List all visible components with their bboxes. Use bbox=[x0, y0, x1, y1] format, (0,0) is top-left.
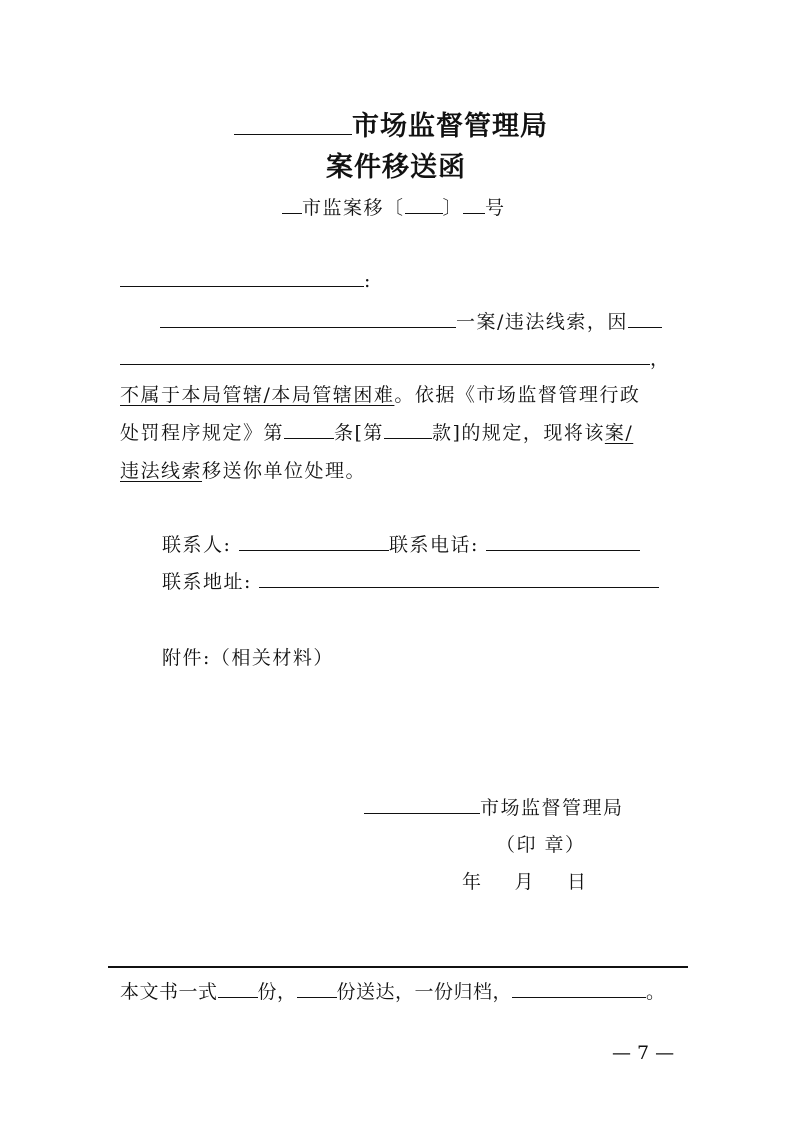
recipient-blank[interactable] bbox=[120, 285, 364, 287]
contact-line bbox=[162, 530, 640, 557]
footer-divider bbox=[108, 966, 688, 968]
reason-comma: ， bbox=[650, 348, 671, 370]
case-name-blank[interactable] bbox=[160, 326, 456, 328]
paragraph-line-3 bbox=[120, 456, 366, 483]
doc-number-prefix-blank[interactable] bbox=[282, 212, 302, 214]
clause-text: 款]的规定，现将该 bbox=[431, 422, 605, 444]
copies-delivered-blank[interactable] bbox=[297, 996, 337, 998]
footer-part1: 本文书一式 bbox=[120, 981, 218, 1003]
reason-line bbox=[120, 344, 671, 371]
date-year: 年 bbox=[462, 871, 483, 893]
contact-address-blank[interactable] bbox=[259, 586, 659, 588]
signature-agency-blank[interactable] bbox=[364, 812, 480, 814]
document-number-line bbox=[282, 193, 506, 220]
reason-blank[interactable] bbox=[120, 363, 650, 365]
paragraph-line-1 bbox=[120, 380, 640, 407]
recipient-colon: : bbox=[364, 270, 372, 292]
clause-number-blank[interactable] bbox=[384, 437, 432, 439]
contact-phone-blank[interactable] bbox=[486, 549, 640, 551]
footer-part3: 份送达，一份归档， bbox=[336, 981, 513, 1003]
seal-placeholder: （印 章） bbox=[496, 834, 586, 856]
footer-part2: 份， bbox=[257, 981, 297, 1003]
case-line-text: 一案/违法线索，因 bbox=[456, 311, 628, 333]
page-number: — 7 — bbox=[612, 1042, 675, 1064]
signature-agency-line bbox=[364, 793, 624, 820]
agency-name-blank[interactable] bbox=[234, 133, 352, 135]
footer-note bbox=[120, 977, 666, 1004]
case-underlined-2: 违法线索 bbox=[120, 460, 203, 482]
paragraph-text-1: 。依据《市场监督管理行政 bbox=[394, 384, 641, 406]
doc-number-suffix: 号 bbox=[485, 197, 506, 219]
contact-address-label: 联系地址: bbox=[162, 571, 252, 593]
signature-agency-suffix: 市场监督管理局 bbox=[480, 797, 624, 819]
contact-phone-label: 联系电话: bbox=[388, 534, 479, 556]
doc-number-mid: 市监案移〔 bbox=[302, 197, 405, 219]
date-day: 日 bbox=[567, 871, 588, 893]
date-line bbox=[462, 867, 588, 894]
document-title: 案件移送函 bbox=[326, 152, 466, 183]
agency-title-line bbox=[234, 104, 548, 143]
contact-person-blank[interactable] bbox=[239, 549, 389, 551]
reason-start-blank[interactable] bbox=[628, 326, 662, 328]
paragraph-end: 移送你单位处理。 bbox=[202, 460, 367, 482]
case-line bbox=[160, 307, 662, 334]
doc-number-year-blank[interactable] bbox=[405, 212, 443, 214]
reason-underlined: 不属于本局管辖/本局管辖困难 bbox=[120, 384, 395, 406]
case-underlined-1: 案/ bbox=[604, 422, 634, 444]
article-text: 条[第 bbox=[334, 422, 384, 444]
attachment-line: 附件:（相关材料） bbox=[162, 647, 334, 669]
address-line bbox=[162, 567, 659, 594]
agency-title-suffix: 市场监督管理局 bbox=[352, 111, 548, 142]
paragraph-text-2: 处罚程序规定》第 bbox=[120, 422, 285, 444]
date-month: 月 bbox=[514, 871, 536, 893]
footer-part4: 。 bbox=[646, 981, 666, 1003]
doc-number-bracket-close: 〕 bbox=[442, 197, 464, 219]
article-number-blank[interactable] bbox=[284, 437, 334, 439]
copies-total-blank[interactable] bbox=[218, 996, 258, 998]
paragraph-line-2 bbox=[120, 418, 633, 445]
contact-person-label: 联系人: bbox=[162, 534, 232, 556]
archive-blank[interactable] bbox=[512, 996, 646, 998]
recipient-line bbox=[120, 270, 372, 292]
doc-number-serial-blank[interactable] bbox=[463, 212, 485, 214]
